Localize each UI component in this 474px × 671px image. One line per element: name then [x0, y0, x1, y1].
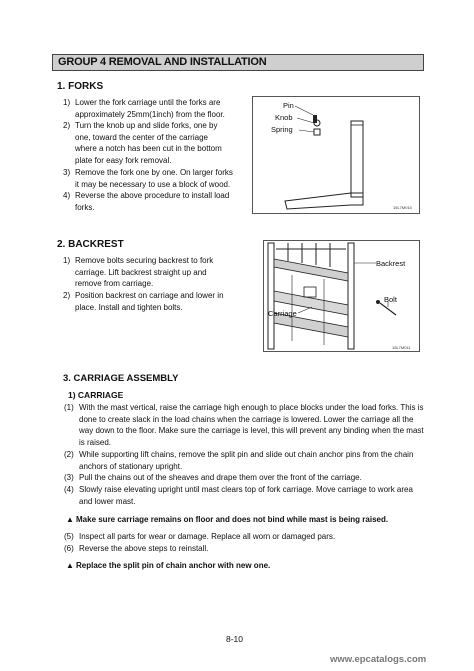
carriage-step-4: (4) Slowly raise elevating upright until mast clears top of fork carriage. Move carriage to work area and lower mast.	[64, 485, 413, 506]
forks-title: 1. FORKS	[57, 81, 104, 92]
carriage-step-2: (2) While supporting lift chains, remove the split pin and slide out chain anchor pins from the chain anchors of stationary upright.	[64, 450, 414, 471]
fork-label-knob: Knob	[275, 113, 293, 122]
carriage-subtitle: 1) CARRIAGE	[68, 390, 124, 400]
fork-figure	[252, 96, 420, 214]
backrest-label-backrest: Backrest	[376, 259, 406, 268]
carriage-step-6: (6) Reverse the above steps to reinstall.	[64, 544, 209, 553]
warning-triangle-icon: ▲	[66, 561, 74, 570]
carriage-steps-2	[64, 531, 434, 555]
fork-figure-code: 15L7M010	[393, 205, 412, 210]
carriage-warning-1: ▲ Make sure carriage remains on floor and does not bind while mast is being raised.	[66, 515, 389, 524]
backrest-label-carriage: Carriage	[268, 309, 297, 318]
carriage-step-5: (5) Inspect all parts for wear or damage. Replace all worn or damaged pars.	[64, 532, 336, 541]
website-watermark: www.epcatalogs.com	[330, 654, 427, 665]
fork-label-spring: Spring	[271, 125, 293, 134]
backrest-label-bolt: Bolt	[384, 295, 397, 304]
backrest-step-1: 1) Remove bolts securing backrest to fork carriage. Lift backrest straight up and remove from carriage.	[63, 256, 214, 289]
forks-step-2: 2) Turn the knob up and slide forks, one by one, toward the center of the carriage where a notch has been cut in the bottom plate for easy fork removal.	[63, 121, 222, 165]
section-header-bar	[52, 54, 424, 71]
carriage-warning-2: ▲ Replace the split pin of chain anchor with new one.	[66, 561, 271, 570]
carriage-step-3: (3) Pull the chains out of the sheaves and drape them over the front of the carriage.	[64, 473, 362, 482]
carriage-steps	[64, 402, 434, 507]
backrest-steps	[63, 255, 243, 313]
page-number: 8-10	[226, 634, 244, 644]
fork-label-pin: Pin	[283, 101, 294, 110]
forks-step-4: 4) Reverse the above procedure to install load forks.	[63, 191, 230, 212]
forks-step-3: 3) Remove the fork one by one. On larger forks it may be necessary to use a block of wood.	[63, 168, 233, 189]
forks-step-1: 1) Lower the fork carriage until the forks are approximately 25mm(1inch) from the floor.	[63, 98, 225, 119]
carriage-step-1: (1) With the mast vertical, raise the carriage high enough to place blocks under the load forks. This is done to create slack in the load chains when the carriage is lowered. Lower the carriage all the way down to the floor. Make sure the carriage is level, this will prevent any binding when the mast is raised.	[64, 403, 424, 447]
backrest-title: 2. BACKREST	[57, 239, 124, 250]
backrest-figure-code: 15L7M011	[392, 345, 411, 350]
backrest-step-2: 2) Position backrest on carriage and lower in place. Install and tighten bolts.	[63, 291, 224, 312]
warning-triangle-icon: ▲	[66, 515, 74, 524]
backrest-figure	[263, 240, 420, 352]
section-header-title: GROUP 4 REMOVAL AND INSTALLATION	[58, 56, 267, 68]
carriage-title: 3. CARRIAGE ASSEMBLY	[63, 373, 179, 384]
forks-steps	[63, 97, 243, 213]
